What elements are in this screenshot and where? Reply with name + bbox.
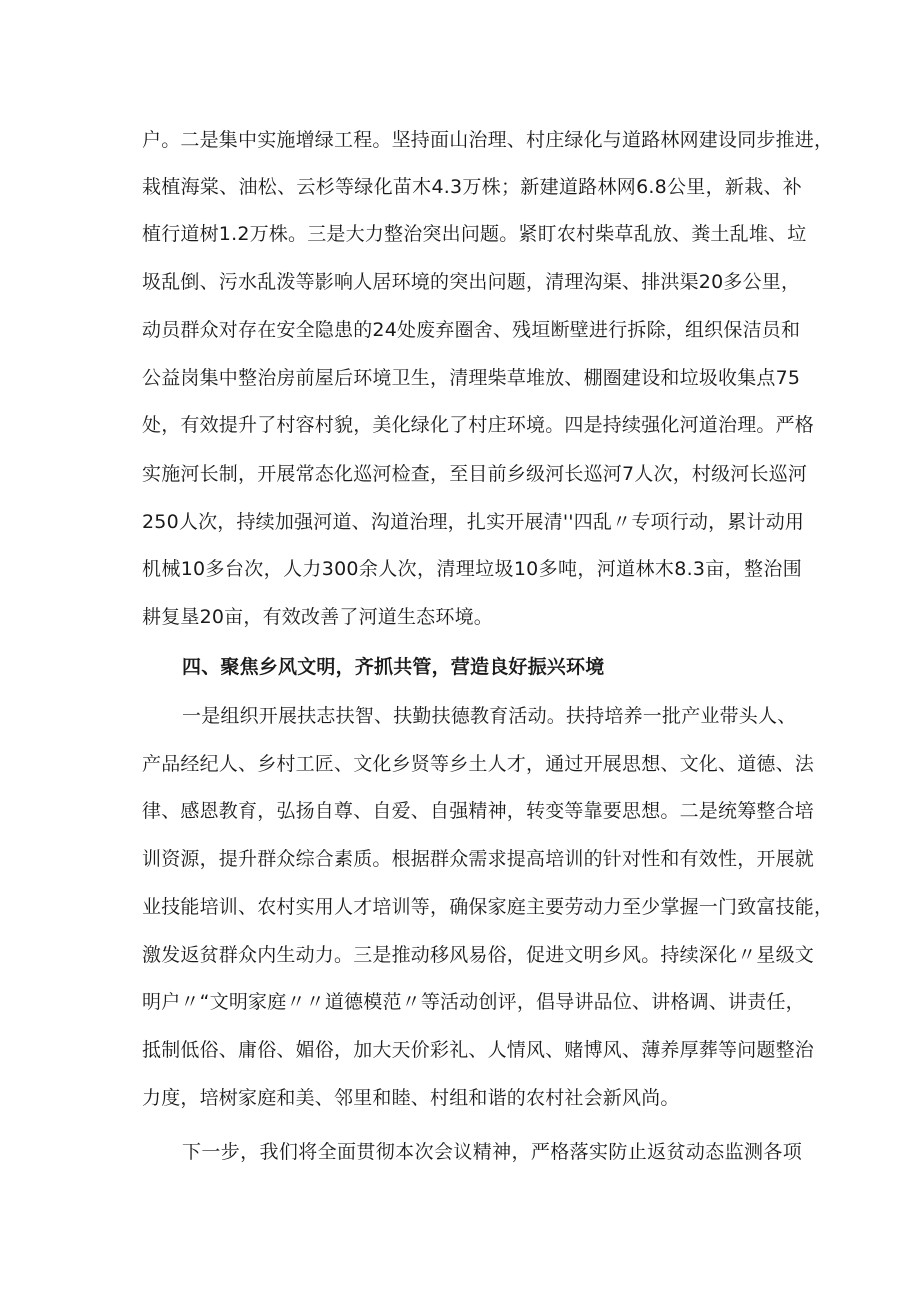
section-heading: 四、聚焦乡风文明，齐抓共管，营造良好振兴环境: [182, 656, 605, 678]
text-line: 250人次，持续加强河道、沟道治理，扎实开展清''四乱〃专项行动，累计动用: [142, 511, 805, 533]
text-line: 处，有效提升了村容村貌，美化绿化了村庄环境。四是持续强化河道治理。严格: [142, 414, 815, 436]
text-line: 抵制低俗、庸俗、媚俗，加大天价彩礼、人情风、赌博风、薄养厚葬等问题整治: [142, 1039, 815, 1061]
text-line: 律、感恩教育，弘扬自尊、自爱、自强精神，转变等靠要思想。二是统筹整合培: [142, 800, 815, 822]
text-line: 产品经纪人、乡村工匠、文化乡贤等乡土人才，通过开展思想、文化、道德、法: [142, 753, 815, 775]
text-line: 动员群众对存在安全隐患的24处废弃圈舍、残垣断壁进行拆除，组织保洁员和: [142, 319, 801, 341]
text-line: 户。二是集中实施增绿工程。坚持面山治理、村庄绿化与道路林网建设同步推进，: [142, 129, 834, 151]
text-line: 耕复垦20亩，有效改善了河道生态环境。: [142, 606, 493, 628]
text-line: 下一步，我们将全面贯彻本次会议精神，严格落实防止返贫动态监测各项: [182, 1141, 802, 1163]
text-line: 公益岗集中整治房前屋后环境卫生，清理柴草堆放、棚圈建设和垃圾收集点75: [142, 367, 801, 389]
text-line: 机械10多台次，人力300余人次，清理垃圾10多吨，河道林木8.3亩，整治围: [142, 558, 802, 580]
text-line: 植行道树1.2万株。三是大力整治突出问题。紧盯农村柴草乱放、粪土乱堆、垃: [142, 223, 807, 245]
text-line: 力度，培树家庭和美、邻里和睦、村组和谐的农村社会新风尚。: [142, 1087, 680, 1109]
text-line: 实施河长制，开展常态化巡河检查，至目前乡级河长巡河7人次，村级河长巡河: [142, 463, 808, 485]
text-line: 圾乱倒、污水乱泼等影响人居环境的突出问题，清理沟渠、排洪渠20多公里，: [142, 271, 801, 293]
text-line: 一是组织开展扶志扶智、扶勤扶德教育活动。扶持培养一批产业带头人、: [182, 705, 797, 727]
text-line: 明户〃“文明家庭〃〃道德模范〃等活动创评，倡导讲品位、讲格调、讲责任，: [142, 991, 805, 1013]
text-line: 激发返贫群众内生动力。三是推动移风易俗，促进文明乡风。持续深化〃星级文: [142, 944, 815, 966]
text-line: 训资源，提升群众综合素质。根据群众需求提高培训的针对性和有效性，开展就: [142, 848, 815, 870]
text-line: 业技能培训、农村实用人才培训等，确保家庭主要劳动力至少掌握一门致富技能，: [142, 896, 834, 918]
text-line: 栽植海棠、油松、云杉等绿化苗木4.3万株；新建道路林网6.8公里，新栽、补: [142, 176, 802, 198]
